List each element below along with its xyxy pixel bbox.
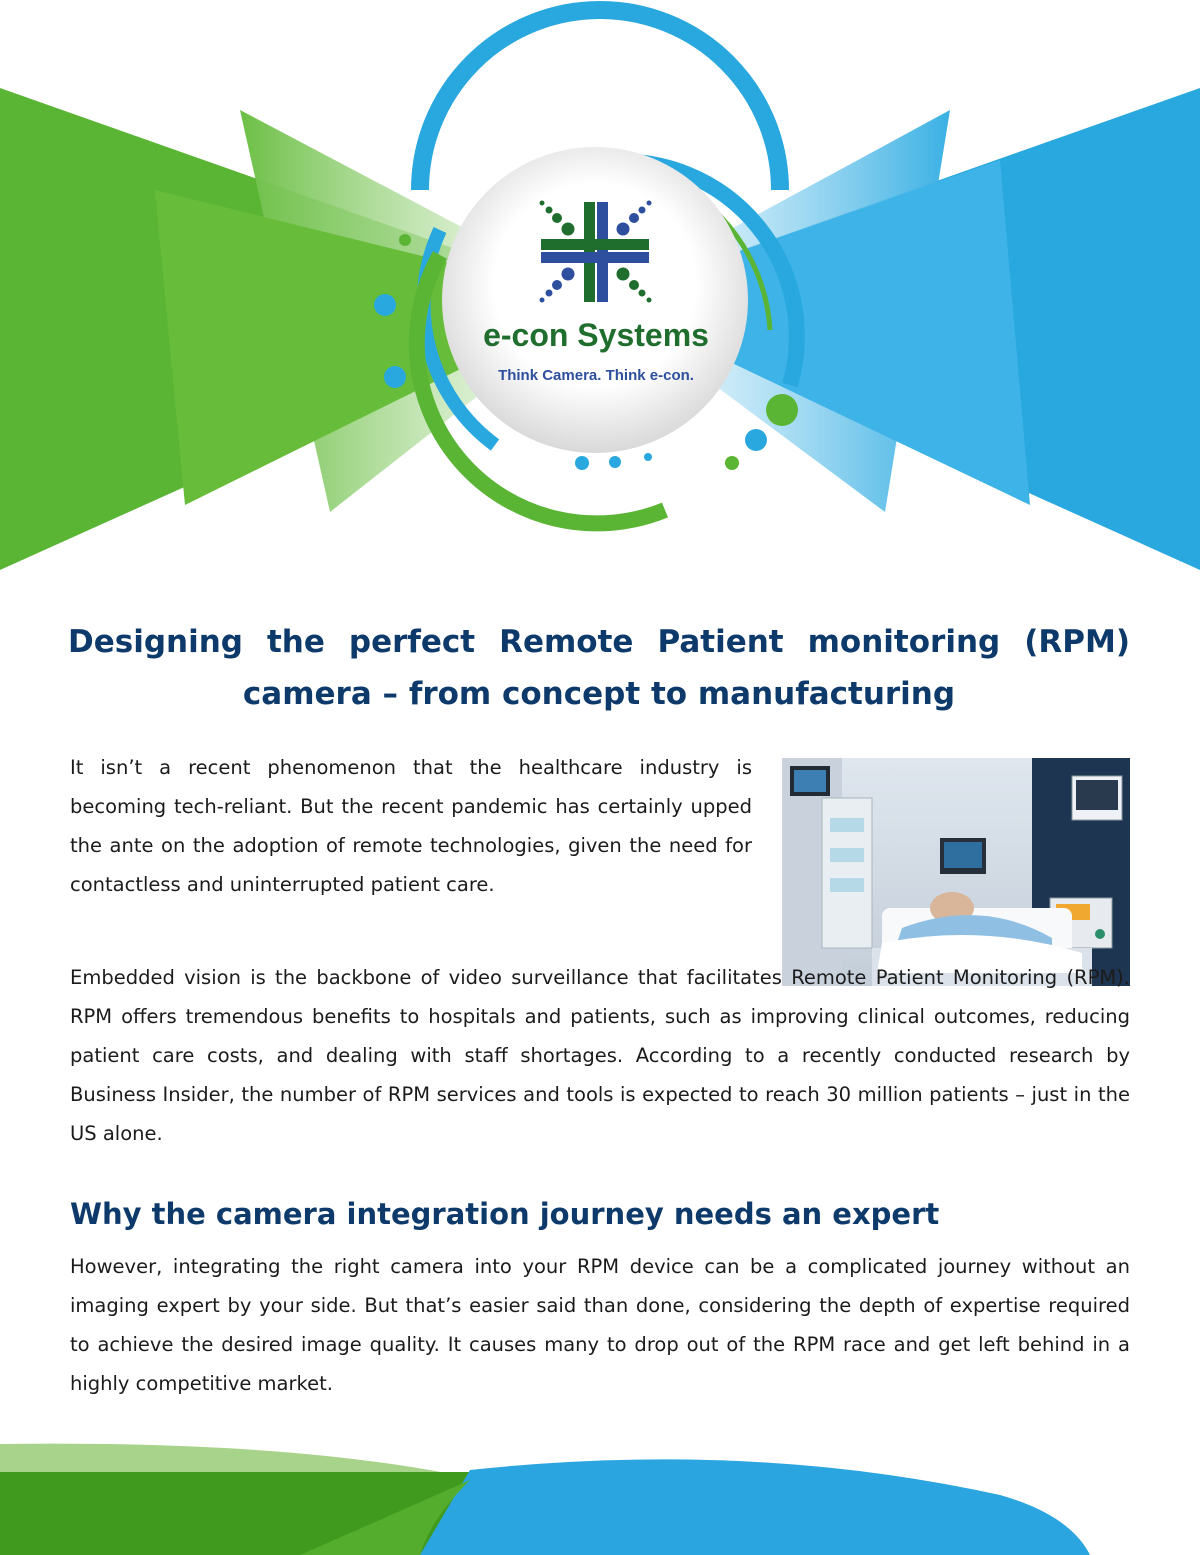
page-title-line-2: camera – from concept to manufacturing	[242, 676, 956, 712]
brand-name: e-con Systems	[483, 317, 709, 353]
section-paragraph: However, integrating the right camera into your RPM device can be a complicated journey without an imaging expert by your side. But that’s easier said than done, considering the depth of expertise required to achieve the desired image quality. It causes many to drop out of the RPM race and get left behind in a highly competitive market.	[70, 1255, 1130, 1395]
brand-tagline: Think Camera. Think e-con.	[498, 367, 694, 384]
section-heading: Why the camera integration journey needs an expert	[70, 1197, 940, 1231]
intro-paragraph: It isn’t a recent phenomenon that the healthcare industry is becoming tech-reliant. But the recent pandemic has certainly upped the ante on the adoption of remote technologies, given the need for contactless and uninterrupted patient care.	[70, 756, 752, 896]
header-banner	[0, 0, 1200, 580]
page-title-line-1: Designing the perfect Remote Patient monitoring (RPM)	[68, 624, 1130, 660]
rpm-paragraph: Embedded vision is the backbone of video surveillance that facilitates Remote Patient Monitoring (RPM). RPM offers tremendous benefits to hospitals and patients, such as improving clinical outcomes, reducing patient care costs, and dealing with staff shortages. According to a recently conducted research by Business Insider, the number of RPM services and tools is expected to reach 30 million patients – just in the US alone.	[70, 966, 1130, 1145]
footer-waves	[0, 1440, 1200, 1555]
page-title	[68, 616, 1130, 720]
hospital-icu-photo	[782, 758, 1130, 986]
